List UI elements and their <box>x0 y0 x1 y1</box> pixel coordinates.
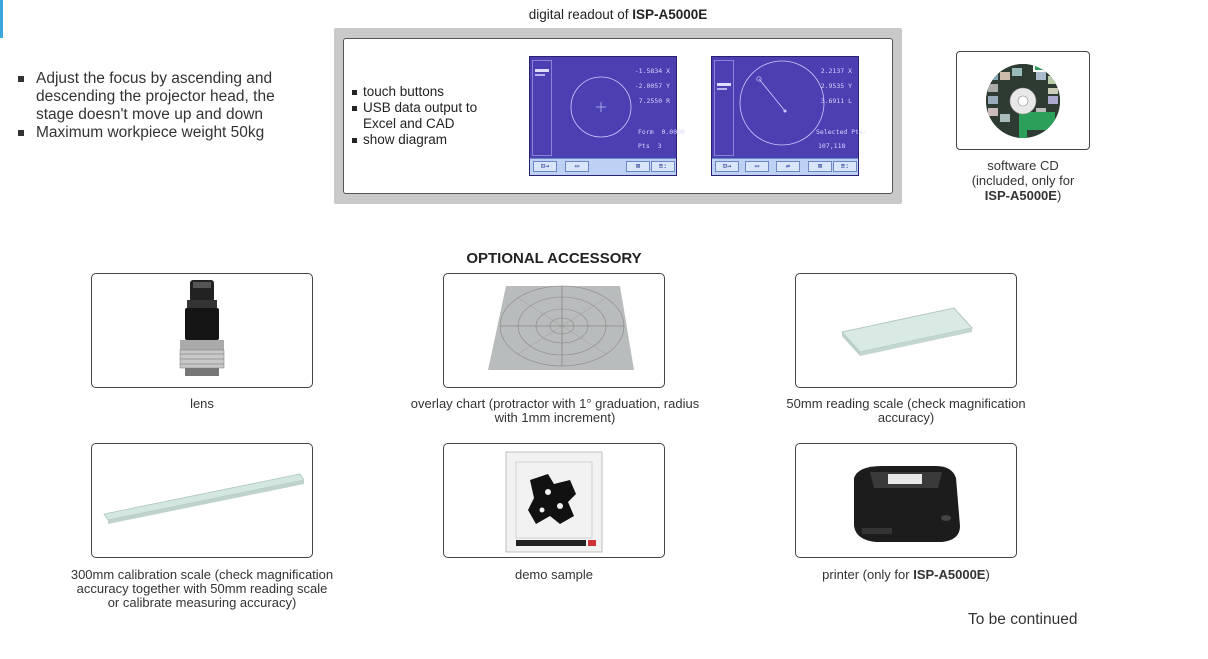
calibration-scale-icon <box>92 444 312 557</box>
demo-sample-caption: demo sample <box>514 567 594 582</box>
readout-screen-circle <box>529 56 685 176</box>
reading-scale-icon <box>796 274 1016 387</box>
screen-toolbar <box>712 158 858 175</box>
feature-item <box>18 70 298 124</box>
lens-caption: lens <box>190 396 214 411</box>
readout-x-value: -1.5834 X <box>634 67 670 75</box>
to-be-continued-note: To be continued <box>968 611 1078 628</box>
feature-list <box>18 70 298 142</box>
cd-caption-end: ) <box>1056 188 1062 203</box>
printer-caption <box>775 568 1037 582</box>
readout-form-value: Form 0.0000 <box>638 128 685 136</box>
lens-image-box <box>91 273 313 388</box>
screen-swap-button[interactable]: ⇌ <box>776 161 800 172</box>
reading-scale-caption: 50mm reading scale (check magnification accuracy) <box>786 396 1026 425</box>
screen-clear-button[interactable]: ⊠ <box>808 161 832 172</box>
reading-scale-image-box <box>795 273 1017 388</box>
readout-bullet <box>352 84 512 100</box>
screen-folder-button[interactable]: ▭ <box>565 161 589 172</box>
readout-y-value: -2.0057 Y <box>634 82 670 90</box>
screen-folder-button[interactable]: ▭ <box>745 161 769 172</box>
readout-selected-value: 107,118 <box>818 142 846 150</box>
demo-sample-image-box <box>443 443 665 558</box>
readout-pts-value: Pts 3 <box>638 142 662 150</box>
demo-sample-icon <box>444 444 664 557</box>
bullet-icon <box>18 130 24 136</box>
readout-y-value: 2.9535 Y <box>820 82 852 90</box>
screen-export-button[interactable]: ⊡→ <box>533 161 557 172</box>
bullet-icon <box>352 106 357 111</box>
left-accent-bar <box>0 0 3 38</box>
feature-text: Adjust the focus by ascending and descending the projector head, the stage doesn't move up and down <box>36 70 275 123</box>
bullet-icon <box>352 90 357 95</box>
readout-bullet-text: USB data output to Excel and CAD <box>363 100 478 131</box>
printer-image-box <box>795 443 1017 558</box>
readout-title-model: ISP-A5000E <box>632 7 708 22</box>
readout-bullet <box>352 100 512 132</box>
feature-item <box>18 124 298 142</box>
readout-title-text: digital readout of <box>528 7 633 22</box>
screen-clear-button[interactable]: ⊠ <box>626 161 650 172</box>
overlay-chart-icon <box>444 274 664 387</box>
readout-x-value: 2.2137 X <box>820 67 852 75</box>
screen-export-button[interactable]: ⊡→ <box>715 161 739 172</box>
readout-l-value: 3.6911 L <box>820 97 852 105</box>
screen-menu-button[interactable]: ≡: <box>833 161 857 172</box>
cd-caption-line: software CD <box>987 158 1059 173</box>
printer-caption-text: printer (only for <box>822 567 914 582</box>
calibration-scale-caption: 300mm calibration scale (check magnification accuracy together with 50mm reading scale or calibrate measuring accuracy) <box>70 567 334 610</box>
cd-disc-icon <box>957 52 1089 149</box>
software-cd-box <box>956 51 1090 150</box>
printer-icon <box>796 444 1016 557</box>
readout-bullet-text: touch buttons <box>363 84 445 99</box>
readout-bullets <box>352 84 512 148</box>
overlay-chart-image-box <box>443 273 665 388</box>
printer-caption-end: ) <box>985 567 990 582</box>
overlay-chart-caption: overlay chart (protractor with 1° graduation, radius with 1mm increment) <box>410 396 700 425</box>
feature-text: Maximum workpiece weight 50kg <box>36 124 265 141</box>
readout-r-value: 7.2550 R <box>638 97 670 105</box>
calibration-scale-image-box <box>91 443 313 558</box>
software-cd-caption <box>940 158 1106 203</box>
bullet-icon <box>18 76 24 82</box>
readout-screen-distance <box>711 56 867 176</box>
cd-caption-line <box>940 188 1106 203</box>
cd-caption-line: (included, only for <box>971 173 1075 188</box>
lens-icon <box>92 274 312 387</box>
readout-bullet-text: show diagram <box>363 132 448 147</box>
screen-toolbar <box>530 158 676 175</box>
cd-caption-model: ISP-A5000E <box>984 188 1057 203</box>
readout-selected-label: Selected Pts: <box>816 128 867 136</box>
accessory-section-title: OPTIONAL ACCESSORY <box>466 250 642 267</box>
readout-title <box>334 7 902 22</box>
readout-bullet <box>352 132 512 148</box>
printer-caption-model: ISP-A5000E <box>913 567 986 582</box>
screen-menu-button[interactable]: ≡: <box>651 161 675 172</box>
bullet-icon <box>352 138 357 143</box>
